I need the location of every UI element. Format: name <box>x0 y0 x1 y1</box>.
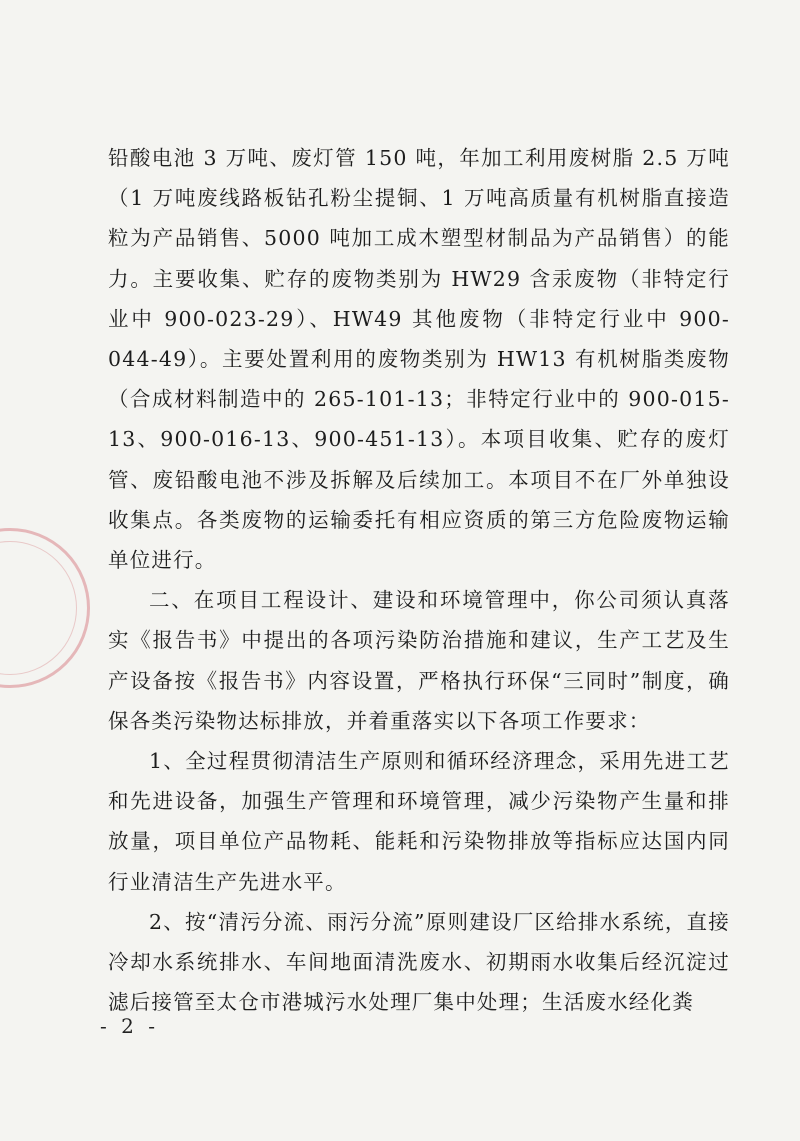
paragraph-item-two: 2、按“清污分流、雨污分流”原则建设厂区给排水系统，直接冷却水系统排水、车间地面清洗废水、初期雨水收集后经沉淀过滤后接管至太仓市港城污水处理厂集中处理；生活废水经化粪 <box>108 909 730 1015</box>
paragraph-item-one: 1、全过程贯彻清洁生产原则和循环经济理念，采用先进工艺和先进设备，加强生产管理和环境管理，减少污染物产生量和排放量，项目单位产品物耗、能耗和污染物排放等指标应达国内同行业清洁生产先进水平。 <box>108 749 730 894</box>
paragraph-section-two: 二、在项目工程设计、建设和环境管理中，你公司须认真落实《报告书》中提出的各项污染防治措施和建议，生产工艺及生产设备按《报告书》内容设置，严格执行环保“三同时”制度，确保各类污染物达标排放，并着重落实以下各项工作要求： <box>108 588 730 733</box>
paragraph-continuation: 铅酸电池 3 万吨、废灯管 150 吨，年加工利用废树脂 2.5 万吨（1 万吨废线路板钻孔粉尘提铜、1 万吨高质量有机树脂直接造粒为产品销售、5000 吨加工成木塑型材制品为产品销售）的能力。主要收集、贮存的废物类别为 HW29 含汞废物（非特定行业中 900-023-29）、HW49 其他废物（非特定行业中 900-044-49）。主要处置利用的废物类别为 HW13 有机树脂类废物（合成材料制造中的 265-101-13；非特定行业中的 900-015-13、900-016-13、900-451-13）。本项目收集、贮存的废灯管、废铅酸电池不涉及拆解及后续加工。本项目不在厂外单独设收集点。各类废物的运输委托有相应资质的第三方危险废物运输单位进行。 <box>108 146 730 573</box>
page-number: - 2 - <box>100 1014 159 1038</box>
official-seal-icon <box>0 528 90 688</box>
document-body <box>108 138 730 1022</box>
